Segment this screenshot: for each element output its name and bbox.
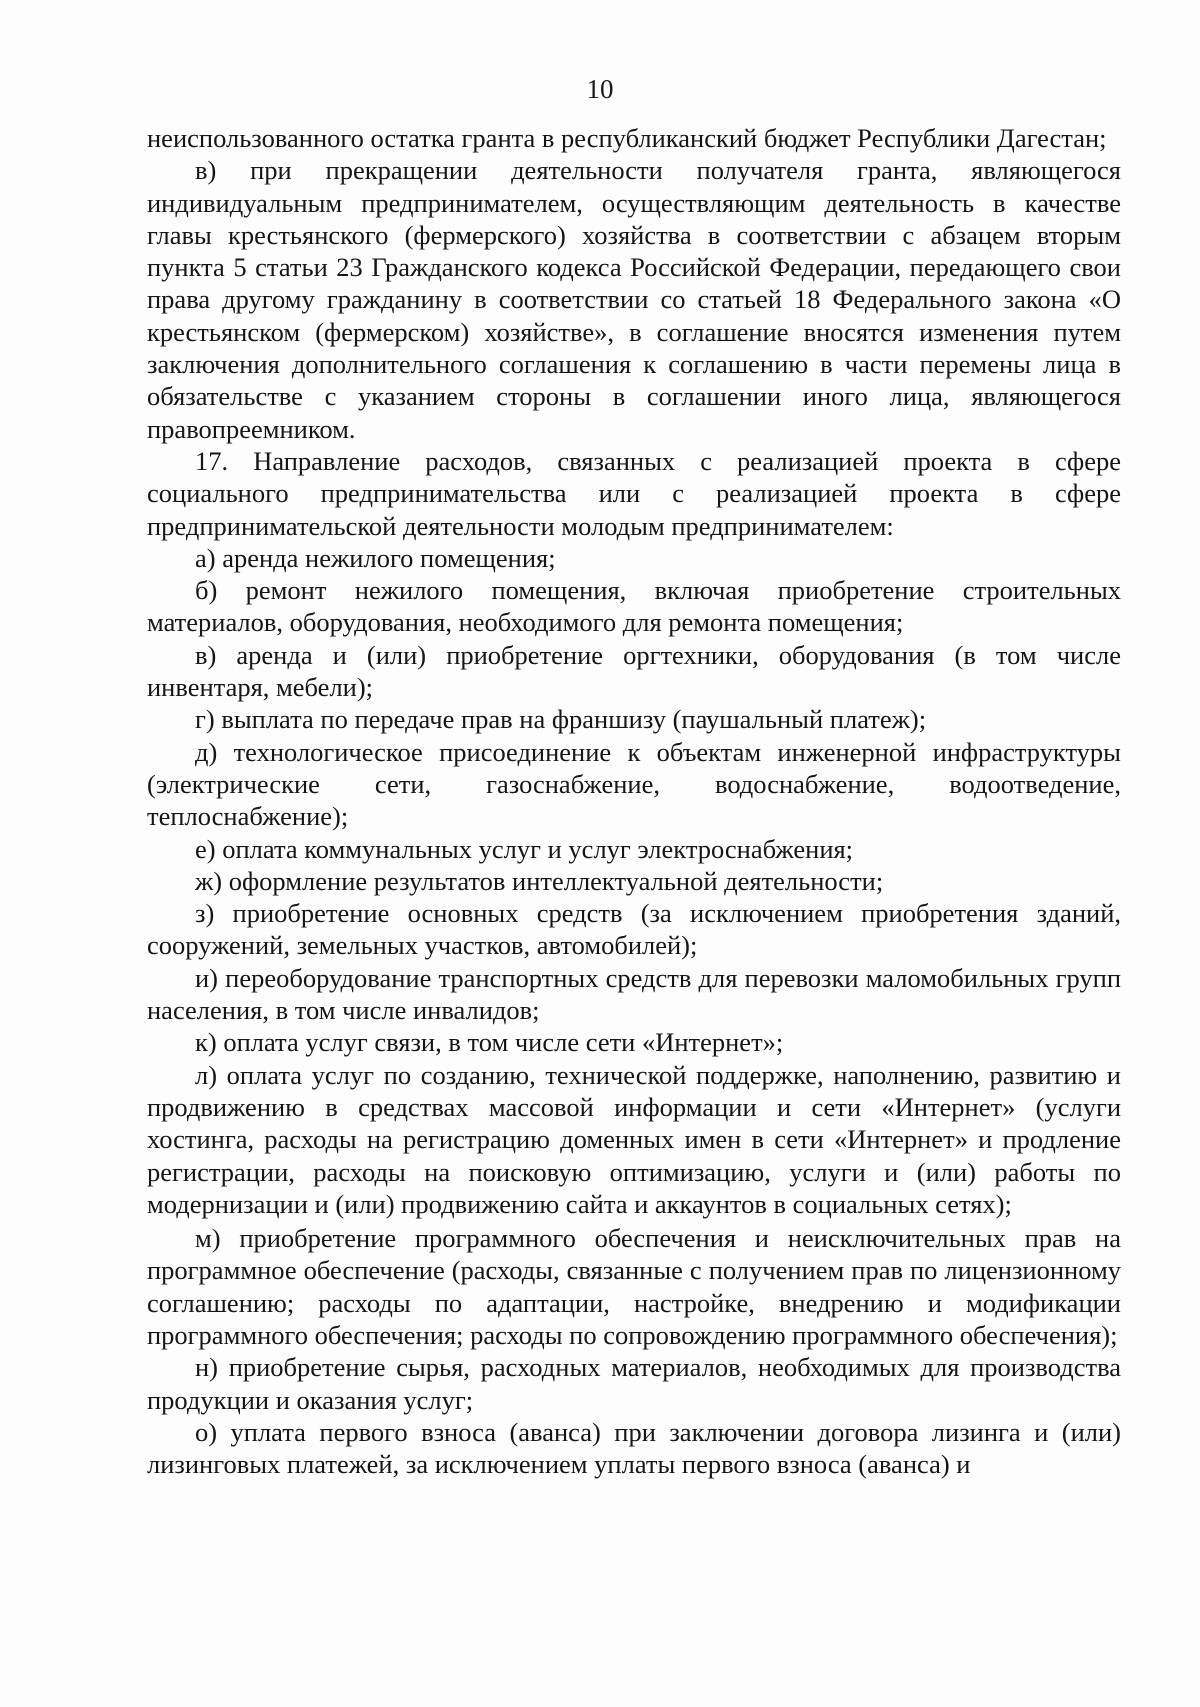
- list-item-m: м) приобретение программного обеспечения и неисключительных прав на программное обеспечение (расходы, связанные с получением прав по лицензионному соглашению; расходы по адаптации, настройке, внедрению и модификации программного обеспечения; расходы по сопровождению программного обеспечения);: [147, 1223, 1121, 1350]
- list-item-a: а) аренда нежилого помещения;: [195, 542, 556, 573]
- list-item-k: к) оплата услуг связи, в том числе сети «Интернет»;: [195, 1027, 784, 1058]
- list-item-e: е) оплата коммунальных услуг и услуг электроснабжения;: [195, 833, 854, 864]
- paragraph-3: 17. Направление расходов, связанных с реализацией проекта в сфере социального предпринимательства или с реализацией проекта в сфере предпринимательской деятельности молодым предпринимателем:: [147, 445, 1121, 541]
- list-item-i: и) переоборудование транспортных средств для перевозки маломобильных групп населения, в том числе инвалидов;: [147, 962, 1121, 1026]
- list-item-d: д) технологическое присоединение к объектам инженерной инфраструктуры (электрические сети, газоснабжение, водоснабжение, водоотведение, теплоснабжение);: [147, 736, 1121, 832]
- list-item-zh: ж) оформление результатов интеллектуальной деятельности;: [195, 865, 884, 896]
- list-item-g: г) выплата по передаче прав на франшизу (паушальный платеж);: [195, 704, 927, 735]
- list-item-b: б) ремонт нежилого помещения, включая приобретение строительных материалов, оборудования, необходимого для ремонта помещения;: [147, 575, 1121, 638]
- list-item-v: в) аренда и (или) приобретение оргтехники, оборудования (в том числе инвентаря, мебели);: [147, 639, 1121, 703]
- paragraph-1: неиспользованного остатка гранта в республиканский бюджет Республики Дагестан;: [147, 123, 1107, 153]
- list-item-l: л) оплата услуг по созданию, технической поддержке, наполнению, развитию и продвижению в средствах массовой информации и сети «Интернет» (услуги хостинга, расходы на регистрацию доменных имен в сети «Интернет» и продление регистрации, расходы на поисковую оптимизацию, услуги и (или) работы по модернизации и (или) продвижению сайта и аккаунтов в социальных сетях);: [147, 1059, 1121, 1219]
- list-item-z: з) приобретение основных средств (за исключением приобретения зданий, сооружений, земельных участков, автомобилей);: [147, 898, 1121, 961]
- page-number: 10: [586, 74, 614, 104]
- list-item-n: н) приобретение сырья, расходных материалов, необходимых для производства продукции и оказания услуг;: [147, 1352, 1121, 1415]
- list-item-o: о) уплата первого взноса (аванса) при заключении договора лизинга и (или) лизинговых платежей, за исключением уплаты первого взноса (аванса) и: [147, 1416, 1121, 1480]
- paragraph-2: в) при прекращении деятельности получателя гранта, являющегося индивидуальным предпринимателем, осуществляющим деятельность в качестве главы крестьянского (фермерского) хозяйства в соответствии с абзацем вторым пункта 5 статьи 23 Гражданского кодекса Российской Федерации, передающего свои права другому гражданину в соответствии со статьей 18 Федерального закона «О крестьянском (фермерском) хозяйстве», в соглашение вносятся изменения путем заключения дополнительного соглашения к соглашению в части перемены лица в обязательстве с указанием стороны в соглашении иного лица, являющегося правопреемником.: [147, 155, 1121, 444]
- document-body: [147, 122, 1121, 1480]
